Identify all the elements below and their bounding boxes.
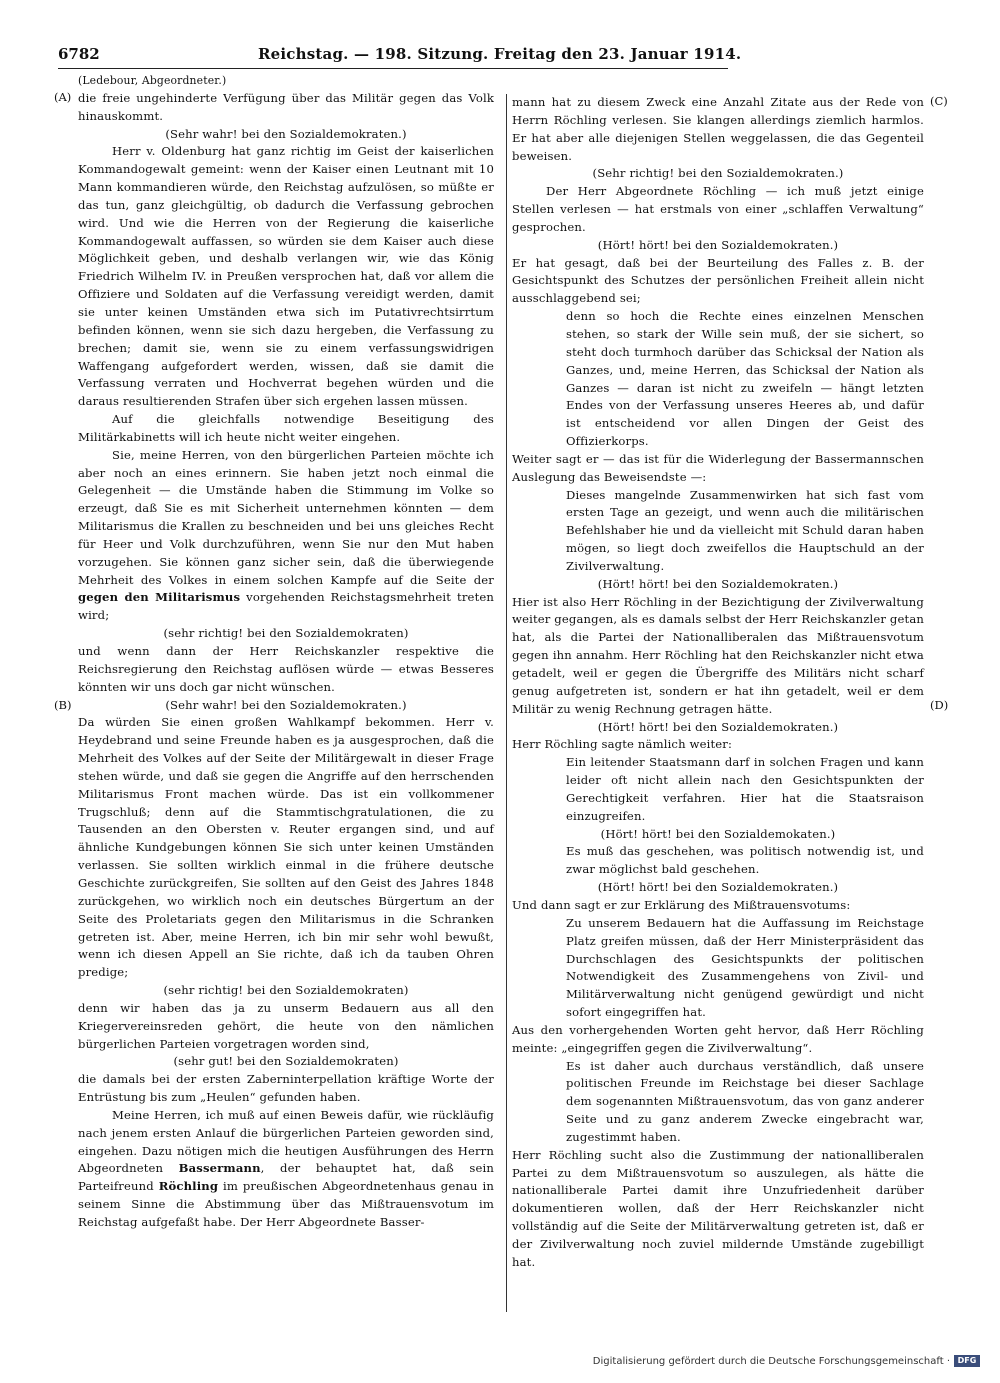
margin-marker-c: (C) — [930, 94, 948, 108]
column-divider — [506, 94, 507, 1312]
paragraph: die freie ungehinderte Verfügung über das Militär gegen das Volk hinauskommt. — [78, 90, 494, 123]
paragraph: denn wir haben das ja zu unserm Bedauern aus all den Kriegervereinsreden gehört, die heute von den nämlichen bürgerlichen Parteien vorgetragen worden sind, — [78, 1000, 494, 1051]
text-run: Meine Herren, ich muß auf einen Beweis dafür, wie rückläufig nach jenem ersten Anlauf die bürgerlichen Parteien geworden sind, eingehen. Dazu nötigen mich die heutigen Ausführungen des Herrn Abgeordneten — [78, 1107, 494, 1176]
reaction: (sehr gut! bei den Sozialdemokraten) — [173, 1054, 399, 1069]
bold-name: Bassermann — [178, 1161, 261, 1176]
quotation: Ein leitender Staatsmann darf in solchen Fragen und kann leider oft nicht allein nach den Gesichtspunkten der Gerechtigkeit verfahren. Hier hat die Staatsraison einzugreifen. — [566, 755, 924, 823]
paragraph: Herr v. Oldenburg hat ganz richtig im Geist der kaiserlichen Kommandogewalt gemeint: wenn der Kaiser einen Leutnant mit 10 Mann kommandieren würde, den Reichstag aufzulösen, so müßte er das tun, ganz gleichgültig, ob dadurch die Verfassung gebrochen wird. Und wie die Herren von der Regierung die kaiserliche Kommandogewalt auffassen, so würden sie dem Kaiser auch diese Möglichkeit geben, und deshalb verlangen wir, wie das König Friedrich Wilhelm IV. in Preußen versprochen hat, daß vor allem die Offiziere und Soldaten auf die Verfassung vereidigt werden, damit sie unter keinen Umständen etwa sich im Putativrechtsirrtum befinden können, wenn sie sich dazu hergeben, die Verfassung zu brechen; damit sie, wenn sie zu einem verfassungswidrigen Waffengang aufgefordert werden, wissen, daß sie damit die Verfassung verraten und Hochverrat begehen würden und die daraus resultierenden Strafen über sich ergehen lassen müssen. — [78, 144, 494, 409]
quotation: denn so hoch die Rechte eines einzelnen Menschen stehen, so stark der Wille sein muß, der sie sichert, so steht doch turmhoch darüber das Schicksal der Nation als Ganzes, und, meine Herren, das Schicksal der Nation als Ganzes — daran ist nicht zu zweifeln — hängt letzten Endes von der Verfassung unseres Heeres ab, und dafür ist entscheidend vor allen Dingen der Geist des Offizierkorps. — [566, 309, 924, 449]
bold-name: Röchling — [158, 1179, 219, 1194]
reaction: (Sehr wahr! bei den Sozialdemokraten.) — [165, 697, 407, 712]
running-title: Reichstag. — 198. Sitzung. Freitag den 23. Januar 1914. — [258, 45, 742, 63]
paragraph: Und dann sagt er zur Erklärung des Mißtrauensvotums: — [512, 897, 851, 912]
quotation: Dieses mangelnde Zusammenwirken hat sich fast vom ersten Tage an gezeigt, und wenn auch die militärischen Befehlshaber hie und da vielleicht mit Schuld daran haben mögen, so liegt doch zweifellos die Hauptschuld an der Zivilverwaltung. — [566, 487, 924, 573]
left-column — [78, 72, 494, 1232]
paragraph: die damals bei der ersten Zaberninterpellation kräftige Worte der Entrüstung bis zum „Heulen“ gefunden haben. — [78, 1072, 494, 1105]
paragraph: Hier ist also Herr Röchling in der Bezichtigung der Zivilverwaltung weiter gegangen, als es damals selbst der Herr Reichskanzler getan hat, als die Partei der Nationalliberalen das Mißtrauensvotum gegen ihn annahm. Herr Röchling hat den Reichskanzler nicht etwa getadelt, weil er gegen die Übergriffe des Militärs nicht scharf genug aufgetreten ist, sondern er hat ihn getadelt, weil er dem Militär zu wenig Rechnung getragen hätte. — [512, 594, 925, 716]
right-column — [512, 94, 924, 1272]
reaction: (Sehr wahr! bei den Sozialdemokraten.) — [165, 126, 407, 141]
reaction: (sehr richtig! bei den Sozialdemokraten) — [163, 983, 409, 998]
bold-phrase: gegen den Militarismus — [78, 590, 241, 605]
quotation: Zu unserem Bedauern hat die Auffassung im Reichstage Platz greifen müssen, daß der Herr Ministerpräsident das Durchschlagen des Gesichtspunkts der politischen Notwendigkeit des Zusammengehens von Zivil- und Militärverwaltung nicht genügend gewürdigt und nicht sofort eingegriffen hat. — [566, 915, 924, 1020]
quotation: Es muß das geschehen, was politisch notwendig ist, und zwar möglichst bald geschehen. — [566, 844, 924, 877]
dfg-logo: DFG — [954, 1355, 980, 1367]
text-run: vorgehenden Reichstagsmehrheit treten wird; — [78, 590, 495, 623]
speaker-label: (Ledebour, Abgeordneter.) — [78, 74, 227, 87]
header-rule — [58, 68, 728, 69]
margin-marker-b: (B) — [54, 698, 72, 712]
paragraph: Herr Röchling sucht also die Zustimmung der nationalliberalen Partei zu dem Mißtrauensvotum so auszulegen, als hätte die nationalliberale Partei damit ihre Unzufriedenheit darüber dokumentieren wollen, daß der Herr Reichskanzler nicht vollständig auf die Seite der Militärverwaltung getreten ist, daß er der Zivilverwaltung noch zuviel mildernde Umstände zugebilligt hat. — [512, 1147, 924, 1269]
margin-marker-a: (A) — [54, 90, 72, 104]
digitization-credit — [593, 1355, 980, 1367]
reaction: (Hört! hört! bei den Sozialdemokaten.) — [600, 826, 836, 841]
page-number: 6782 — [58, 45, 100, 63]
paragraph: Auf die gleichfalls notwendige Beseitigung des Militärkabinetts will ich heute nicht weiter eingehen. — [78, 412, 494, 444]
paragraph: Der Herr Abgeordnete Röchling — ich muß jetzt einige Stellen verlesen — hat erstmals von einer „schlaffen Verwaltung“ gesprochen. — [512, 184, 924, 234]
credit-text: Digitalisierung gefördert durch die Deutsche Forschungsgemeinschaft · — [592, 1355, 950, 1367]
reaction: (Hört! hört! bei den Sozialdemokraten.) — [597, 880, 839, 895]
paragraph: Weiter sagt er — das ist für die Widerlegung der Bassermannschen Auslegung das Beweisendste —: — [512, 451, 924, 484]
paragraph: Aus den vorhergehenden Worten geht hervor, daß Herr Röchling meinte: „eingegriffen gegen die Zivilverwaltung“. — [512, 1022, 924, 1055]
reaction: (sehr richtig! bei den Sozialdemokraten) — [163, 626, 409, 641]
paragraph: Er hat gesagt, daß bei der Beurteilung des Falles z. B. der Gesichtspunkt des Schutzes der persönlichen Freiheit allein nicht ausschlaggebend sei; — [512, 255, 924, 306]
paragraph — [78, 447, 494, 625]
reaction: (Hört! hört! bei den Sozialdemokraten.) — [597, 576, 839, 591]
reaction: (Hört! hört! bei den Sozialdemokraten.) — [597, 719, 839, 734]
paragraph: und wenn dann der Herr Reichskanzler respektive die Reichsregierung den Reichstag auflösen würde — etwas Besseres könnten wir uns doch gar nicht wünschen. — [78, 644, 494, 694]
paragraph: mann hat zu diesem Zweck eine Anzahl Zitate aus der Rede von Herrn Röchling verlesen. Sie klangen allerdings ziemlich harmlos. Er hat aber alle diejenigen Stellen weggelassen, die das Gegenteil beweisen. — [512, 95, 924, 163]
quotation: Es ist daher auch durchaus verständlich, daß unsere politischen Freunde im Reichstage bei dieser Sachlage dem sogenannten Mißtrauensvotum, das von ganz anderer Seite und zu ganz anderem Zwecke eingebracht war, zugestimmt haben. — [566, 1058, 924, 1144]
text-run: , der behauptet hat, daß sein Parteifreund — [78, 1161, 494, 1194]
paragraph: Herr Röchling sagte nämlich weiter: — [512, 737, 733, 752]
paragraph — [78, 1107, 494, 1232]
text-run: Sie, meine Herren, von den bürgerlichen Parteien möchte ich aber noch an eines erinnern. Sie haben jetzt noch einmal die Gelegenheit — die Umstände haben die Stimmung im Volke so erzeugt, daß Sie es mit Sicherheit unternehmen könnten — dem Militarismus die Krallen zu beschneiden und bei uns gleiches Recht für Heer und Volk durchzuführen, wenn Sie nur den Mut haben vorzugehen. Sie können ganz sicher sein, daß die überwiegende Mehrheit des Volkes in einem solchen Kampfe auf die Seite der — [78, 447, 494, 587]
paragraph: Da würden Sie einen großen Wahlkampf bekommen. Herr v. Heydebrand und seine Freunde haben es ja ausgesprochen, daß die Mehrheit des Volkes auf der Seite der Militärgewalt in dieser Frage stehen würde, und daß sie gegen die Angriffe auf den herrschenden Militarismus Front machen würde. Das ist ein vollkommener Trugschluß; denn auf die Stammtischgratulationen, die zu Tausenden an den Obersten v. Reuter ergangen sind, und auf ähnliche Kundgebungen können Sie sich unter keinen Umständen verlassen. Sie sollten wirklich einmal in die frühere deutsche Geschichte zurückgreifen, Sie sollten auf den Geist des Jahres 1848 zurückgehen, wo wirklich noch ein deutsches Bürgertum an der Seite des Proletariats gegen den Militarismus in die Schranken getreten ist. Aber, meine Herren, ich bin mir sehr wohl bewußt, wenn ich diesen Appell an Sie richte, daß ich da tauben Ohren predige; — [78, 715, 494, 980]
text-run: im preußischen Abgeordnetenhaus genau in seinem Sinne die Abstimmung über das Mißtrauensvotum im Reichstag aufgefaßt habe. Der Herr Abgeordnete Basser- — [78, 1179, 494, 1229]
margin-marker-d: (D) — [930, 698, 949, 712]
reaction: (Hört! hört! bei den Sozialdemokraten.) — [597, 237, 839, 252]
reaction: (Sehr richtig! bei den Sozialdemokraten.) — [592, 166, 844, 181]
